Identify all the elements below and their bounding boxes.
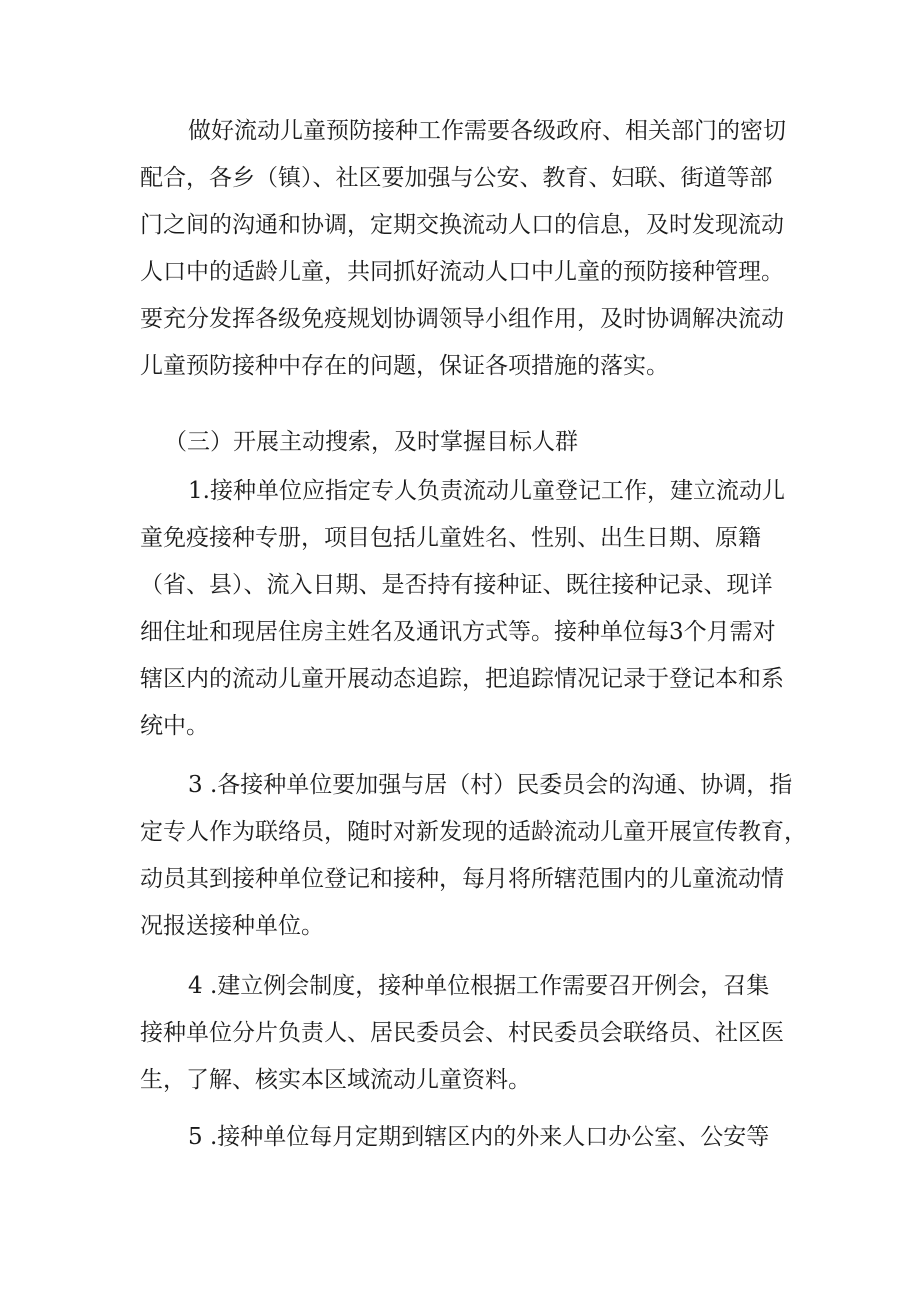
text-line: 做好流动儿童预防接种工作需要各级政府、相关部门的密切 [188,118,786,144]
text-line: 要充分发挥各级免疫规划协调领导小组作用，及时协调解决流动 [140,306,784,332]
text-line: 门之间的沟通和协调，定期交换流动人口的信息，及时发现流动 [140,212,784,238]
text-line: 统中。 [140,713,209,739]
section-heading: （三）开展主动搜索，及时掌握目标人群 [164,429,578,455]
text-line: 定专人作为联络员，随时对新发现的适龄流动儿童开展宣传教育， [140,819,807,845]
text-line: 4 .建立例会制度，接种单位根据工作需要召开例会，召集 [188,973,770,999]
text-line: 生，了解、核实本区域流动儿童资料。 [140,1067,531,1093]
text-line: 5 .接种单位每月定期到辖区内的外来人口办公室、公安等 [188,1124,770,1150]
text-line: 1.接种单位应指定专人负责流动儿童登记工作，建立流动儿 [188,478,785,504]
text-line: 3 .各接种单位要加强与居（村）民委员会的沟通、协调，指 [188,772,793,798]
text-line: 况报送接种单位。 [140,913,324,939]
text-line: 接种单位分片负责人、居民委员会、村民委员会联络员、社区医 [140,1020,784,1046]
text-line: 动员其到接种单位登记和接种，每月将所辖范围内的儿童流动情 [140,866,784,892]
text-line: 辖区内的流动儿童开展动态追踪，把追踪情况记录于登记本和系 [140,666,784,692]
text-line: 童免疫接种专册，项目包括儿童姓名、性别、出生日期、原籍 [140,525,761,551]
text-line: （省、县）、流入日期、是否持有接种证、既往接种记录、现详 [140,572,773,598]
text-line: 细住址和现居住房主姓名及通讯方式等。接种单位每3个月需对 [140,619,776,645]
text-line: 儿童预防接种中存在的问题，保证各项措施的落实。 [140,353,669,379]
text-line: 人口中的适龄儿童，共同抓好流动人口中儿童的预防接种管理。 [140,259,784,285]
text-line: 配合，各乡（镇）、社区要加强与公安、教育、妇联、街道等部 [140,165,773,191]
